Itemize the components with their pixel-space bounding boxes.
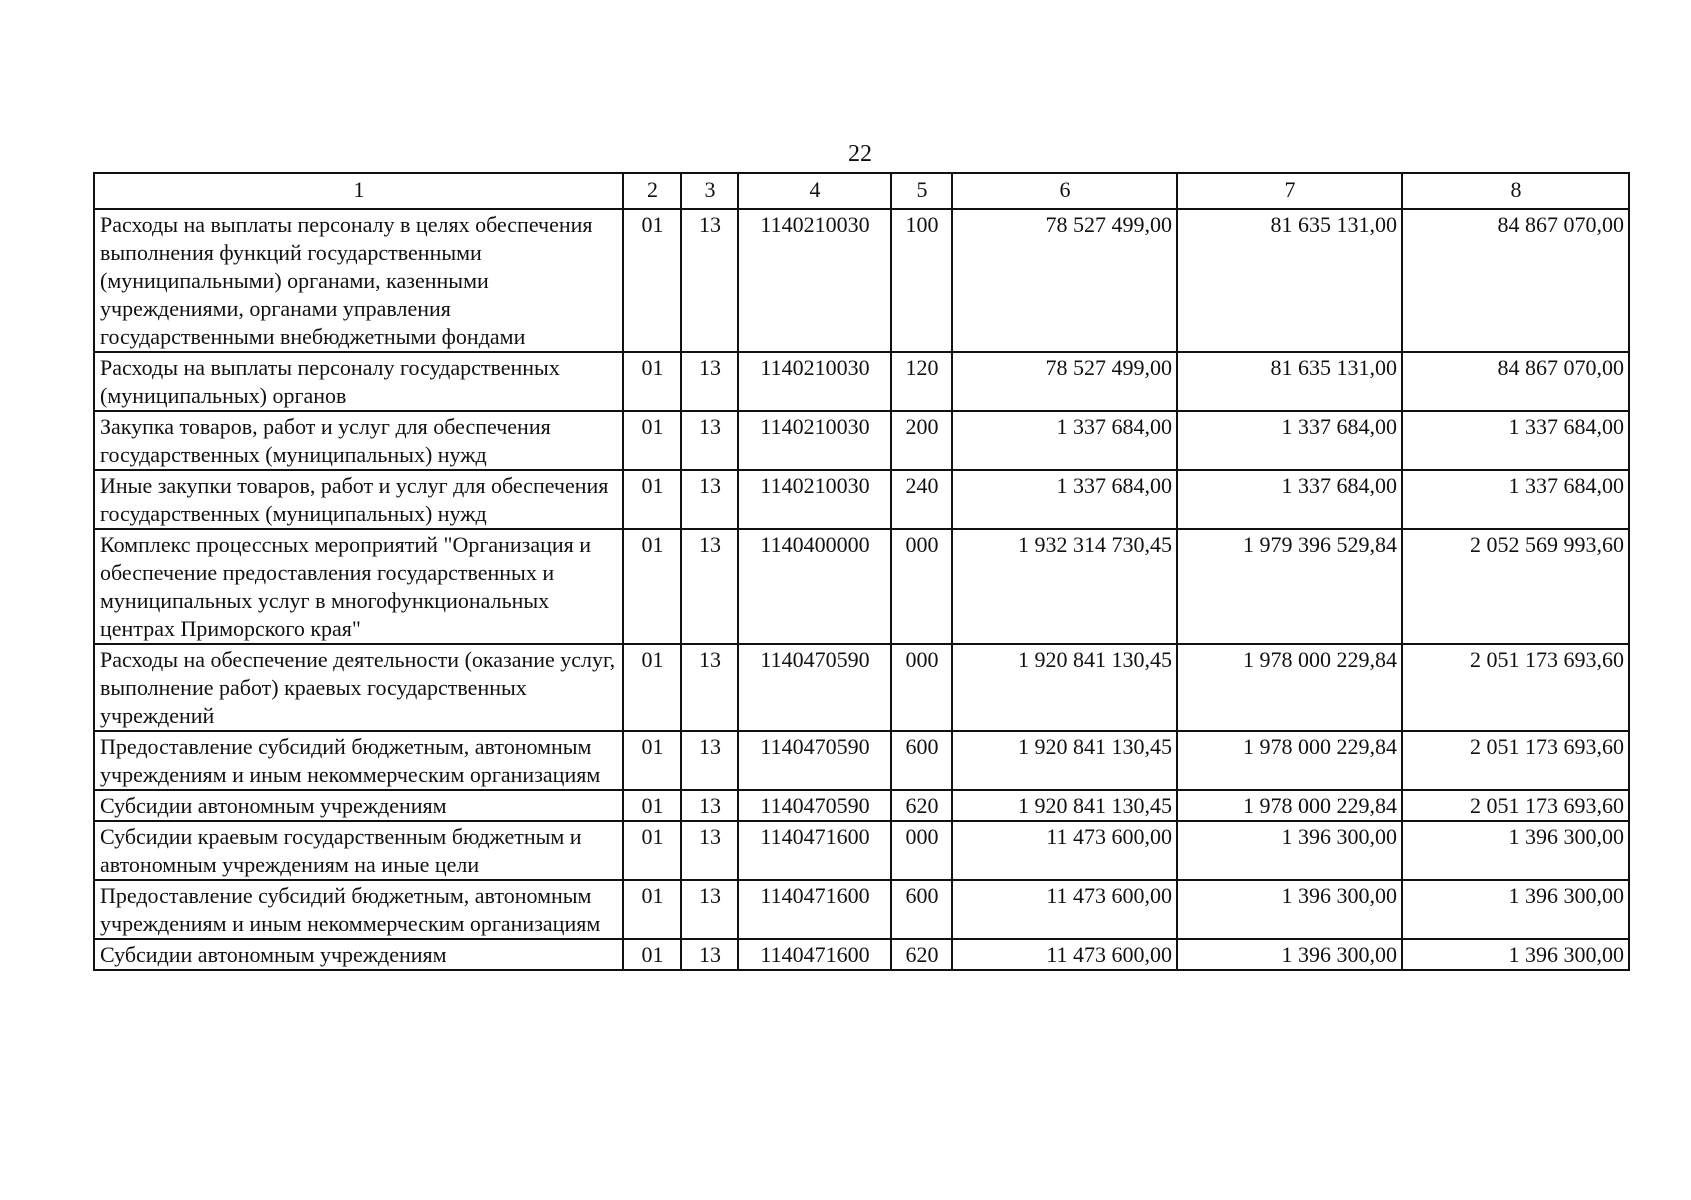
row-target-article: 1140471600 <box>738 880 891 939</box>
row-amount-col-8: 84 867 070,00 <box>1402 209 1629 352</box>
row-section: 01 <box>623 644 681 731</box>
header-col-7: 7 <box>1177 173 1402 209</box>
row-expense-type: 200 <box>891 411 952 470</box>
row-target-article: 1140210030 <box>738 470 891 529</box>
header-col-8: 8 <box>1402 173 1629 209</box>
row-amount-col-8: 2 051 173 693,60 <box>1402 644 1629 731</box>
row-name: Расходы на выплаты персоналу в целях обеспечения выполнения функций государственными (муниципальными) органами, казенными учреждениями, органами управления государственными внебюджетными фондами <box>94 209 623 352</box>
page-number: 22 <box>848 141 872 167</box>
row-expense-type: 600 <box>891 880 952 939</box>
row-amount-col-7: 1 979 396 529,84 <box>1177 529 1402 644</box>
row-section: 01 <box>623 790 681 821</box>
row-amount-col-8: 84 867 070,00 <box>1402 352 1629 411</box>
row-amount-col-6: 1 337 684,00 <box>952 470 1177 529</box>
row-expense-type: 000 <box>891 644 952 731</box>
row-amount-col-6: 11 473 600,00 <box>952 880 1177 939</box>
header-row <box>94 173 1629 209</box>
row-amount-col-6: 1 920 841 130,45 <box>952 644 1177 731</box>
header-col-1: 1 <box>94 173 623 209</box>
table-row <box>94 411 1629 470</box>
row-section: 01 <box>623 352 681 411</box>
row-section: 01 <box>623 209 681 352</box>
row-expense-type: 600 <box>891 731 952 790</box>
row-amount-col-7: 1 978 000 229,84 <box>1177 731 1402 790</box>
header-col-3: 3 <box>681 173 738 209</box>
row-target-article: 1140210030 <box>738 411 891 470</box>
row-subsection: 13 <box>681 939 738 970</box>
row-amount-col-7: 81 635 131,00 <box>1177 209 1402 352</box>
row-amount-col-7: 1 396 300,00 <box>1177 821 1402 880</box>
row-amount-col-6: 1 337 684,00 <box>952 411 1177 470</box>
table-row <box>94 790 1629 821</box>
row-target-article: 1140470590 <box>738 790 891 821</box>
row-section: 01 <box>623 880 681 939</box>
header-col-6: 6 <box>952 173 1177 209</box>
table-row <box>94 821 1629 880</box>
row-section: 01 <box>623 821 681 880</box>
table-row <box>94 644 1629 731</box>
row-amount-col-7: 1 978 000 229,84 <box>1177 790 1402 821</box>
row-expense-type: 000 <box>891 529 952 644</box>
row-name: Иные закупки товаров, работ и услуг для обеспечения государственных (муниципальных) нужд <box>94 470 623 529</box>
table-row <box>94 470 1629 529</box>
row-target-article: 1140470590 <box>738 644 891 731</box>
row-amount-col-7: 1 337 684,00 <box>1177 411 1402 470</box>
row-name: Комплекс процессных мероприятий "Организация и обеспечение предоставления государственных и муниципальных услуг в многофункциональных центрах Приморского края" <box>94 529 623 644</box>
row-section: 01 <box>623 470 681 529</box>
row-target-article: 1140470590 <box>738 731 891 790</box>
row-expense-type: 100 <box>891 209 952 352</box>
row-subsection: 13 <box>681 470 738 529</box>
row-amount-col-6: 1 920 841 130,45 <box>952 731 1177 790</box>
row-subsection: 13 <box>681 821 738 880</box>
row-amount-col-7: 81 635 131,00 <box>1177 352 1402 411</box>
row-amount-col-7: 1 396 300,00 <box>1177 939 1402 970</box>
row-expense-type: 120 <box>891 352 952 411</box>
row-expense-type: 620 <box>891 939 952 970</box>
row-section: 01 <box>623 731 681 790</box>
table-body <box>94 209 1629 970</box>
row-subsection: 13 <box>681 352 738 411</box>
row-amount-col-8: 2 051 173 693,60 <box>1402 790 1629 821</box>
row-amount-col-7: 1 337 684,00 <box>1177 470 1402 529</box>
row-amount-col-8: 1 337 684,00 <box>1402 411 1629 470</box>
row-expense-type: 620 <box>891 790 952 821</box>
table-row <box>94 529 1629 644</box>
row-target-article: 1140210030 <box>738 209 891 352</box>
row-subsection: 13 <box>681 790 738 821</box>
row-amount-col-8: 1 337 684,00 <box>1402 470 1629 529</box>
row-subsection: 13 <box>681 731 738 790</box>
row-subsection: 13 <box>681 529 738 644</box>
row-amount-col-8: 1 396 300,00 <box>1402 939 1629 970</box>
row-name: Предоставление субсидий бюджетным, автономным учреждениям и иным некоммерческим организациям <box>94 731 623 790</box>
row-target-article: 1140471600 <box>738 939 891 970</box>
table-row <box>94 352 1629 411</box>
row-subsection: 13 <box>681 880 738 939</box>
row-name: Субсидии автономным учреждениям <box>94 939 623 970</box>
table-row <box>94 209 1629 352</box>
row-amount-col-6: 11 473 600,00 <box>952 821 1177 880</box>
header-col-4: 4 <box>738 173 891 209</box>
header-col-2: 2 <box>623 173 681 209</box>
row-name: Субсидии краевым государственным бюджетным и автономным учреждениям на иные цели <box>94 821 623 880</box>
row-amount-col-8: 2 051 173 693,60 <box>1402 731 1629 790</box>
table-header <box>94 173 1629 209</box>
row-amount-col-7: 1 396 300,00 <box>1177 880 1402 939</box>
row-amount-col-8: 1 396 300,00 <box>1402 821 1629 880</box>
table-row <box>94 880 1629 939</box>
row-name: Предоставление субсидий бюджетным, автономным учреждениям и иным некоммерческим организациям <box>94 880 623 939</box>
row-name: Субсидии автономным учреждениям <box>94 790 623 821</box>
row-amount-col-6: 1 932 314 730,45 <box>952 529 1177 644</box>
row-subsection: 13 <box>681 209 738 352</box>
row-section: 01 <box>623 529 681 644</box>
row-target-article: 1140471600 <box>738 821 891 880</box>
row-section: 01 <box>623 411 681 470</box>
row-amount-col-8: 2 052 569 993,60 <box>1402 529 1629 644</box>
table-row <box>94 731 1629 790</box>
row-target-article: 1140210030 <box>738 352 891 411</box>
row-name: Закупка товаров, работ и услуг для обеспечения государственных (муниципальных) нужд <box>94 411 623 470</box>
row-amount-col-8: 1 396 300,00 <box>1402 880 1629 939</box>
row-amount-col-6: 78 527 499,00 <box>952 209 1177 352</box>
budget-table <box>93 172 1630 971</box>
row-expense-type: 000 <box>891 821 952 880</box>
row-subsection: 13 <box>681 411 738 470</box>
row-amount-col-6: 1 920 841 130,45 <box>952 790 1177 821</box>
row-name: Расходы на выплаты персоналу государственных (муниципальных) органов <box>94 352 623 411</box>
row-subsection: 13 <box>681 644 738 731</box>
row-section: 01 <box>623 939 681 970</box>
row-amount-col-6: 11 473 600,00 <box>952 939 1177 970</box>
row-expense-type: 240 <box>891 470 952 529</box>
row-name: Расходы на обеспечение деятельности (оказание услуг, выполнение работ) краевых государственных учреждений <box>94 644 623 731</box>
row-amount-col-7: 1 978 000 229,84 <box>1177 644 1402 731</box>
row-amount-col-6: 78 527 499,00 <box>952 352 1177 411</box>
row-target-article: 1140400000 <box>738 529 891 644</box>
table-row <box>94 939 1629 970</box>
header-col-5: 5 <box>891 173 952 209</box>
